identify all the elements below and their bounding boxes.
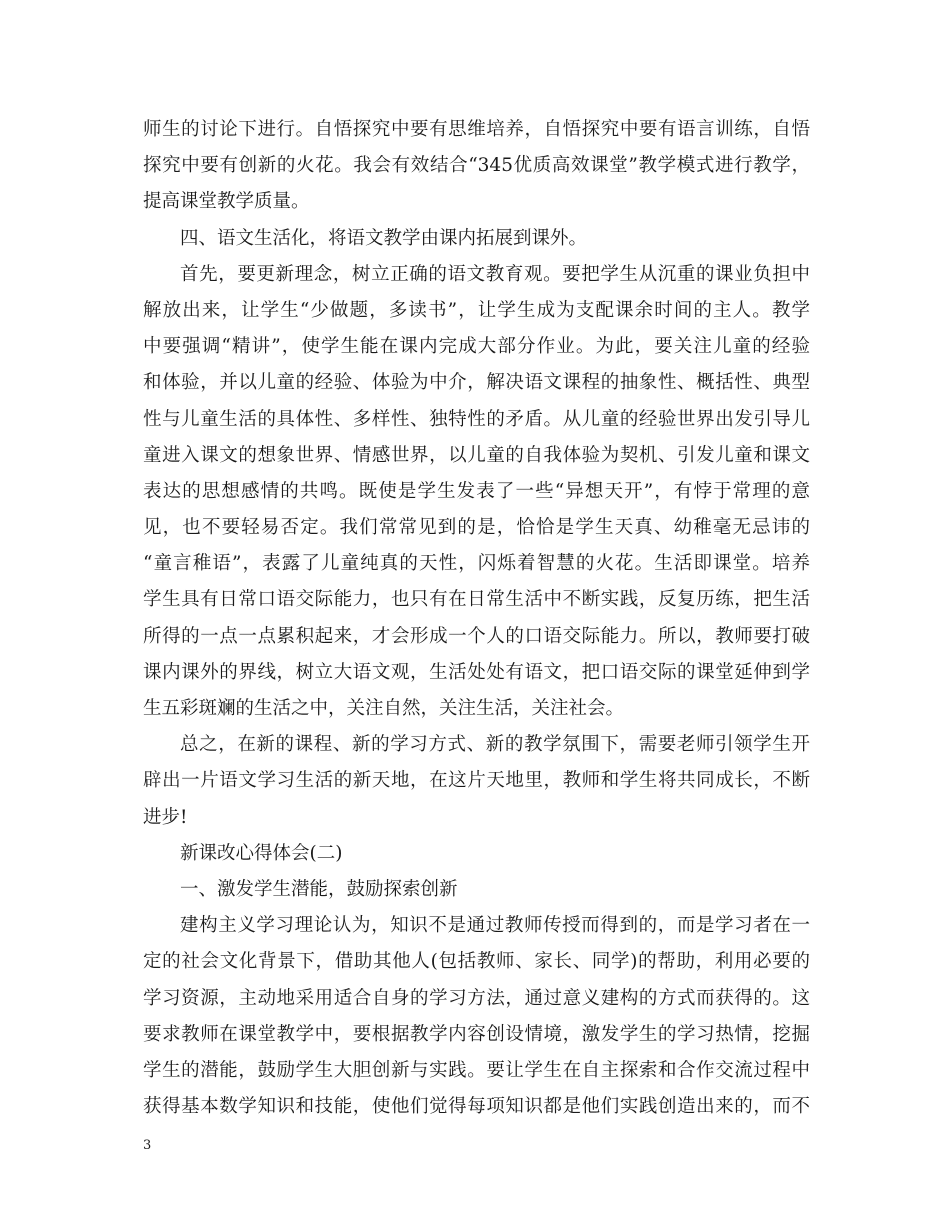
page-body	[143, 112, 810, 1125]
text-line: 总之，在新的课程、新的学习方式、新的教学氛围下，需要老师引领学生开	[180, 734, 810, 756]
text-line: 所得的一点一点累积起来，才会形成一个人的口语交际能力。所以，教师要打破	[143, 625, 810, 647]
document-subtitle: 新课改心得体会(二)	[180, 842, 343, 864]
text-line: 定的社会文化背景下，借助其他人(包括教师、家长、同学)的帮助，利用必要的	[143, 951, 810, 973]
text-line: 和体验，并以儿童的经验、体验为中介，解决语文课程的抽象性、概括性、典型	[143, 372, 810, 394]
text-line: “童言稚语”，表露了儿童纯真的天性，闪烁着智慧的火花。生活即课堂。培养	[143, 553, 810, 575]
text-line: 建构主义学习理论认为，知识不是通过教师传授而得到的，而是学习者在一	[180, 915, 810, 937]
page-number: 3	[143, 1138, 152, 1153]
text-line: 探究中要有创新的火花。我会有效结合“345优质高效课堂”教学模式进行教学，	[143, 155, 810, 177]
text-line: 性与儿童生活的具体性、多样性、独特性的矛盾。从儿童的经验世界出发引导儿	[143, 408, 810, 430]
text-line: 要求教师在课堂教学中，要根据教学内容创设情境，激发学生的学习热情，挖掘	[143, 1023, 810, 1045]
text-line: 学生的潜能，鼓励学生大胆创新与实践。要让学生在自主探索和合作交流过程中	[143, 1059, 810, 1081]
text-line: 课内课外的界线，树立大语文观，生活处处有语文，把口语交际的课堂延伸到学	[143, 661, 810, 683]
text-line: 辟出一片语文学习生活的新天地，在这片天地里，教师和学生将共同成长，不断	[143, 770, 810, 792]
text-line: 提高课堂教学质量。	[143, 191, 310, 213]
text-line: 生五彩斑斓的生活之中，关注自然，关注生活，关注社会。	[143, 698, 625, 719]
section-heading: 四、语文生活化，将语文教学由课内拓展到课外。	[180, 227, 588, 249]
text-line: 师生的讨论下进行。自悟探究中要有思维培养，自悟探究中要有语言训练，自悟	[143, 119, 810, 140]
text-line: 童进入课文的想象世界、情感世界，以儿童的自我体验为契机、引发儿童和课文	[143, 444, 810, 466]
text-line: 解放出来，让学生“少做题，多读书”，让学生成为支配课余时间的主人。教学	[143, 299, 810, 321]
section-heading: 一、激发学生潜能，鼓励探索创新	[180, 878, 458, 900]
text-line: 中要强调“精讲”，使学生能在课内完成大部分作业。为此，要关注儿童的经验	[143, 336, 810, 358]
text-line: 学生具有日常口语交际能力，也只有在日常生活中不断实践，反复历练，把生活	[143, 589, 810, 611]
text-line: 进步!	[143, 806, 188, 828]
text-line: 首先，要更新理念，树立正确的语文教育观。要把学生从沉重的课业负担中	[180, 263, 810, 285]
text-line: 见，也不要轻易否定。我们常常见到的是，恰恰是学生天真、幼稚毫无忌讳的	[143, 517, 810, 539]
text-line: 学习资源，主动地采用适合自身的学习方法，通过意义建构的方式而获得的。这	[143, 987, 810, 1009]
text-line: 获得基本数学知识和技能，使他们觉得每项知识都是他们实践创造出来的，而不	[143, 1096, 810, 1118]
text-line: 表达的思想感情的共鸣。既使是学生发表了一些“异想天开”，有悖于常理的意	[143, 480, 810, 502]
